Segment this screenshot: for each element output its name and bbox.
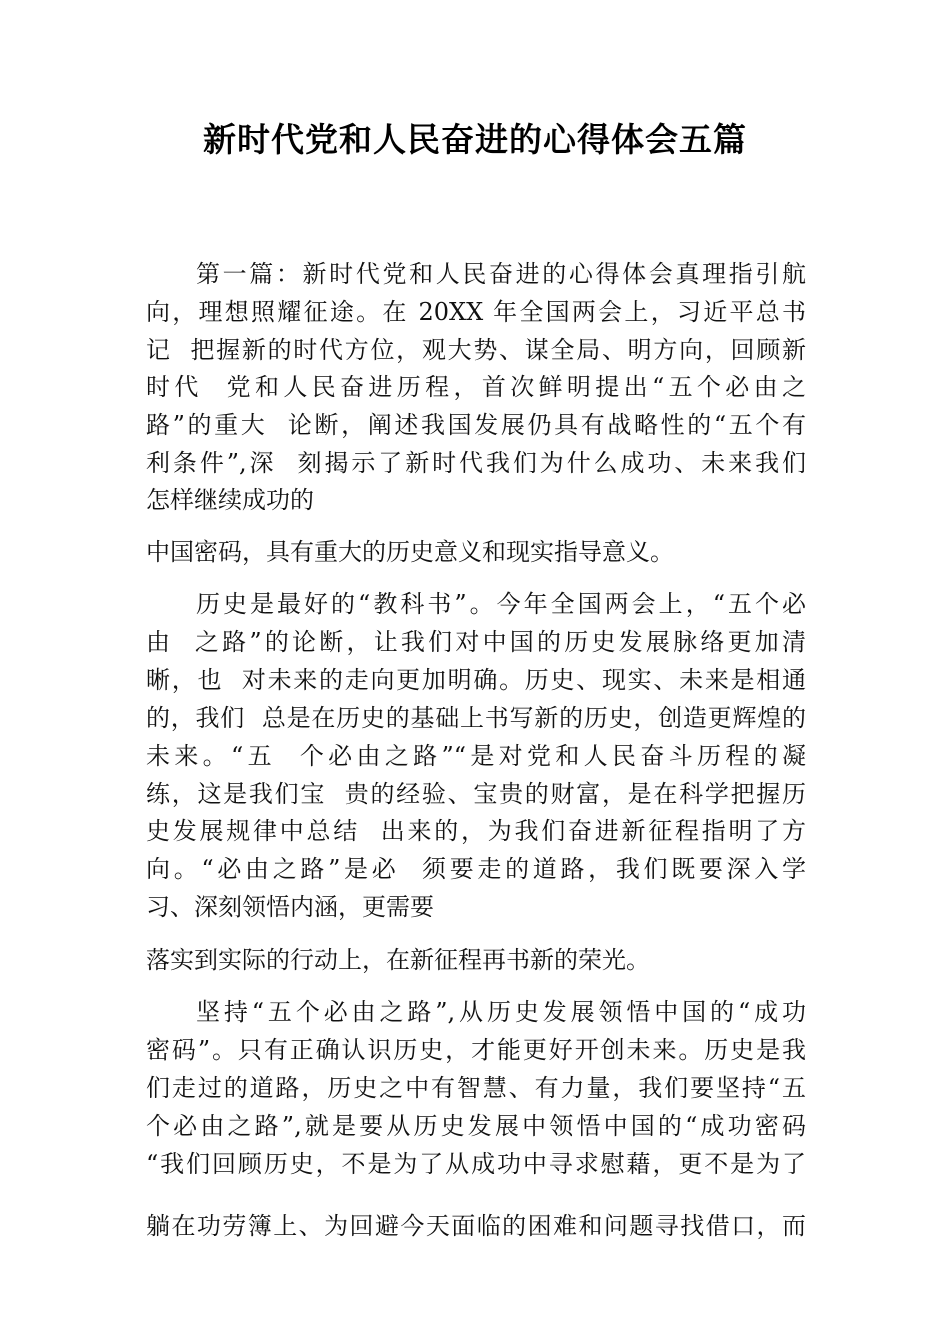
paragraph-line: 坚持“五个必由之路”,从历史发展领悟中国的“成功 [196, 998, 806, 1026]
paragraph-line: 密码”。只有正确认识历史，才能更好开创未来。历史是我 [146, 1036, 806, 1064]
paragraph-line: 路”的重大 论断，阐述我国发展仍具有战略性的“五个有 [146, 411, 806, 439]
document-title: 新时代党和人民奋进的心得体会五篇 [203, 120, 747, 159]
paragraph-line: 个必由之路”,就是要从历史发展中领悟中国的“成功密码 [146, 1112, 806, 1140]
paragraph-line: 落实到实际的行动上，在新征程再书新的荣光。 [146, 946, 650, 974]
paragraph-line: 时代 党和人民奋进历程，首次鲜明提出“五个必由之 [146, 373, 806, 401]
paragraph-line: 怎样继续成功的 [146, 486, 314, 514]
paragraph-line: 晰，也 对未来的走向更加明确。历史、现实、未来是相通 [146, 666, 806, 694]
paragraph-line: 未来。“五 个必由之路”“是对党和人民奋斗历程的凝 [146, 742, 806, 770]
paragraph-line: 习、深刻领悟内涵，更需要 [146, 893, 434, 921]
paragraph-line: 们走过的道路，历史之中有智慧、有力量，我们要坚持“五 [146, 1074, 806, 1102]
paragraph-line: 史发展规律中总结 出来的，为我们奋进新征程指明了方 [146, 817, 806, 845]
paragraph-line: 第一篇：新时代党和人民奋进的心得体会真理指引航 [196, 260, 806, 288]
paragraph-line: 历史是最好的“教科书”。今年全国两会上，“五个必 [196, 590, 806, 618]
paragraph-line: “我们回顾历史，不是为了从成功中寻求慰藉，更不是为了 [146, 1150, 806, 1178]
paragraph-line: 练，这是我们宝 贵的经验、宝贵的财富，是在科学把握历 [146, 780, 806, 808]
paragraph-line: 躺在功劳簿上、为回避今天面临的困难和问题寻找借口，而 [146, 1212, 806, 1240]
paragraph-line: 向。“必由之路”是必 须要走的道路，我们既要深入学 [146, 855, 806, 883]
paragraph-line: 由 之路”的论断，让我们对中国的历史发展脉络更加清 [146, 628, 806, 656]
paragraph-line: 中国密码，具有重大的历史意义和现实指导意义。 [146, 538, 674, 566]
paragraph-line: 的，我们 总是在历史的基础上书写新的历史，创造更辉煌的 [146, 704, 806, 732]
paragraph-line: 利条件”,深 刻揭示了新时代我们为什么成功、未来我们 [146, 449, 806, 477]
paragraph-line: 记 把握新的时代方位，观大势、谋全局、明方向，回顾新 [146, 336, 806, 364]
paragraph-line: 向，理想照耀征途。在 20XX 年全国两会上，习近平总书 [146, 298, 806, 326]
